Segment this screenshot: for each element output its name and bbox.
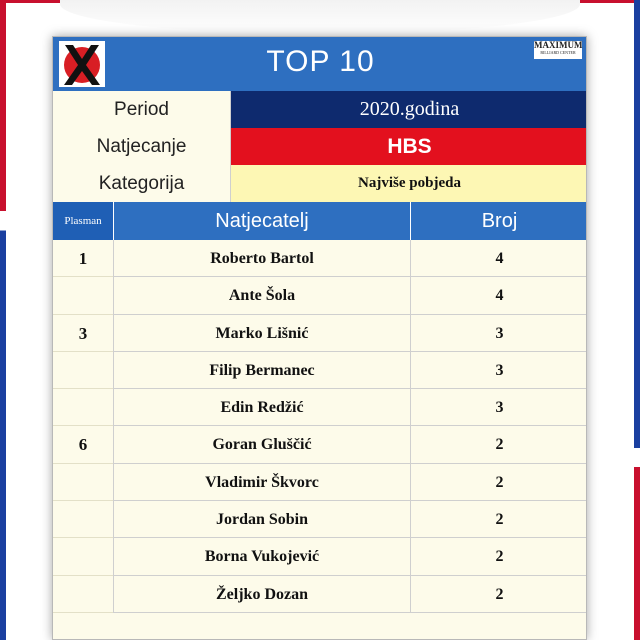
row-count: 2: [410, 501, 587, 538]
table-row: [53, 426, 587, 463]
row-count: 3: [410, 389, 587, 426]
table-row: [53, 538, 587, 575]
row-count: 3: [410, 352, 587, 389]
row-name: Roberto Bartol: [113, 240, 410, 277]
row-position: 1: [53, 240, 113, 277]
row-count: 2: [410, 576, 587, 613]
row-name: Edin Redžić: [113, 389, 410, 426]
frame-left-stripe: [0, 0, 6, 640]
info-row-category: [53, 165, 587, 202]
category-label: Kategorija: [53, 165, 231, 202]
table-row: [53, 240, 587, 277]
info-row-period: [53, 91, 587, 128]
row-name: Goran Gluščić: [113, 426, 410, 463]
competition-label: Natjecanje: [53, 128, 231, 165]
frame-right-stripe: [634, 0, 640, 640]
table-header: [53, 202, 587, 240]
title-bar: [53, 37, 587, 91]
row-count: 4: [410, 277, 587, 314]
table-row: [53, 277, 587, 314]
table-row: [53, 576, 587, 613]
header-broj: Broj: [410, 202, 587, 240]
table-row: [53, 501, 587, 538]
row-position: 6: [53, 426, 113, 463]
row-position: 3: [53, 315, 113, 352]
row-count: 4: [410, 240, 587, 277]
row-count: 2: [410, 538, 587, 575]
logo-main-text: MAXIMUM: [534, 40, 583, 50]
row-name: Jordan Sobin: [113, 501, 410, 538]
maximum-logo-icon: [534, 41, 582, 59]
row-name: Ante Šola: [113, 277, 410, 314]
row-count: 2: [410, 464, 587, 501]
row-name: Filip Bermanec: [113, 352, 410, 389]
ranking-card: [52, 36, 587, 640]
row-position: [53, 576, 113, 613]
info-row-competition: [53, 128, 587, 165]
table-row: [53, 315, 587, 352]
header-natjecatelj: Natjecatelj: [113, 202, 410, 240]
row-count: 2: [410, 426, 587, 463]
row-position: [53, 352, 113, 389]
row-name: Željko Dozan: [113, 576, 410, 613]
row-name: Borna Vukojević: [113, 538, 410, 575]
competition-value: HBS: [231, 128, 587, 165]
page-title: TOP 10: [266, 45, 375, 78]
row-count: 3: [410, 315, 587, 352]
table-row: [53, 352, 587, 389]
category-value: Najviše pobjeda: [231, 165, 587, 202]
period-label: Period: [53, 91, 231, 128]
logo-sub-text: BILLIARD CENTER: [540, 50, 576, 55]
header-plasman: Plasman: [53, 202, 113, 240]
ranking-table-body: [53, 240, 587, 613]
background-sheen: [60, 0, 580, 34]
row-position: [53, 538, 113, 575]
table-row: [53, 464, 587, 501]
row-position: [53, 389, 113, 426]
row-name: Vladimir Škvorc: [113, 464, 410, 501]
row-position: [53, 464, 113, 501]
table-row: [53, 389, 587, 426]
period-value: 2020.godina: [231, 91, 587, 128]
row-name: Marko Lišnić: [113, 315, 410, 352]
row-position: [53, 277, 113, 314]
row-position: [53, 501, 113, 538]
